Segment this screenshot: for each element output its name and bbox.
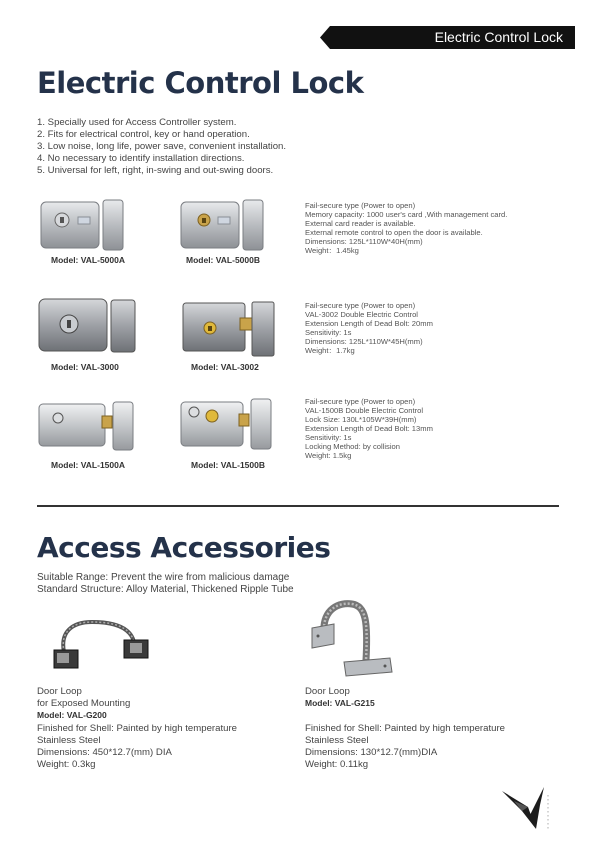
- lock-section-title: Electric Control Lock: [37, 66, 364, 100]
- spec-line: Dimensions: 125L*110W*40H(mm): [305, 237, 423, 246]
- product-image-val-1500a: [38, 398, 138, 458]
- product-image-val-g200: [42, 612, 154, 679]
- accessory-material: Stainless Steel: [37, 735, 101, 746]
- spec-block-2: [305, 301, 433, 355]
- accessory-subtitle: for Exposed Mounting: [37, 698, 131, 709]
- spec-line: Lock Size: 130L*105W*39H(mm): [305, 415, 417, 424]
- brand-logo-icon: [500, 785, 558, 840]
- header-tab: [320, 26, 575, 49]
- spec-line: Dimensions: 125L*110W*45H(mm): [305, 337, 423, 346]
- spec-line: Fail-secure type (Power to open): [305, 397, 416, 406]
- feature-item: 1. Specially used for Access Controller system.: [37, 117, 237, 128]
- accessory-finish: Finished for Shell: Painted by high temperature: [305, 723, 505, 734]
- spec-line: Fail-secure type (Power to open): [305, 201, 416, 210]
- feature-item: 3. Low noise, long life, power save, convenient installation.: [37, 141, 287, 152]
- header-tab-label: Electric Control Lock: [434, 29, 563, 45]
- product-image-val-3002: [182, 300, 277, 363]
- accessory-item-g215: [305, 686, 505, 771]
- spec-block-1: [305, 201, 507, 255]
- accessories-intro: [37, 572, 294, 596]
- accessory-name: Door Loop: [305, 686, 350, 697]
- spec-line: External remote control to open the door is available.: [305, 228, 483, 237]
- accessory-dimensions: Dimensions: 450*12.7(mm) DIA: [37, 747, 172, 758]
- spec-line: Memory capacity: 1000 user's card ,With management card.: [305, 210, 508, 219]
- spec-line: Weight：1.45kg: [305, 246, 359, 255]
- product-image-val-5000a: [40, 198, 126, 258]
- spec-line: Extension Length of Dead Bolt: 13mm: [305, 424, 433, 433]
- spec-block-3: [305, 397, 433, 460]
- accessory-dimensions: Dimensions: 130*12.7(mm)DIA: [305, 747, 438, 758]
- intro-line: Suitable Range: Prevent the wire from malicious damage: [37, 572, 290, 583]
- spec-line: Weight：1.7kg: [305, 346, 355, 355]
- spec-line: Locking Method: by collision: [305, 442, 400, 451]
- product-model-label: Model: VAL-5000B: [186, 255, 260, 265]
- spec-line: Sensitivity: 1s: [305, 433, 352, 442]
- spec-line: Sensitivity: 1s: [305, 328, 352, 337]
- accessory-finish: Finished for Shell: Painted by high temperature: [37, 723, 237, 734]
- accessory-item-g200: [37, 686, 237, 771]
- product-model-label: Model: VAL-3000: [51, 362, 119, 372]
- product-model-label: Model: VAL-5000A: [51, 255, 125, 265]
- spec-line: Weight: 1.5kg: [305, 451, 352, 460]
- accessory-name: Door Loop: [37, 686, 82, 697]
- feature-item: 4. No necessary to identify installation directions.: [37, 153, 245, 164]
- accessory-weight: Weight: 0.3kg: [37, 759, 96, 770]
- accessory-model: Model: VAL-G215: [305, 698, 375, 708]
- feature-item: 5. Universal for left, right, in-swing and out-swing doors.: [37, 165, 274, 176]
- feature-list: [37, 117, 286, 177]
- accessory-model: Model: VAL-G200: [37, 710, 107, 720]
- product-model-label: Model: VAL-1500B: [191, 460, 265, 470]
- accessory-material: Stainless Steel: [305, 735, 369, 746]
- spec-line: Extension Length of Dead Bolt: 20mm: [305, 319, 433, 328]
- intro-line: Standard Structure: Alloy Material, Thickened Ripple Tube: [37, 584, 294, 595]
- spec-line: VAL-1500B Double Electric Control: [305, 406, 424, 415]
- feature-item: 2. Fits for electrical control, key or hand operation.: [37, 129, 250, 140]
- product-image-val-1500b: [180, 396, 275, 459]
- spec-line: External card reader is available.: [305, 219, 416, 228]
- product-model-label: Model: VAL-3002: [191, 362, 259, 372]
- accessory-weight: Weight: 0.11kg: [305, 759, 369, 770]
- spec-line: VAL-3002 Double Electric Control: [305, 310, 418, 319]
- product-image-val-3000: [38, 296, 138, 361]
- spec-line: Fail-secure type (Power to open): [305, 301, 416, 310]
- section-divider: [37, 505, 559, 507]
- product-image-val-5000b: [180, 198, 266, 258]
- accessories-section-title: Access Accessories: [37, 531, 331, 564]
- product-image-val-g215: [310, 598, 400, 685]
- product-model-label: Model: VAL-1500A: [51, 460, 125, 470]
